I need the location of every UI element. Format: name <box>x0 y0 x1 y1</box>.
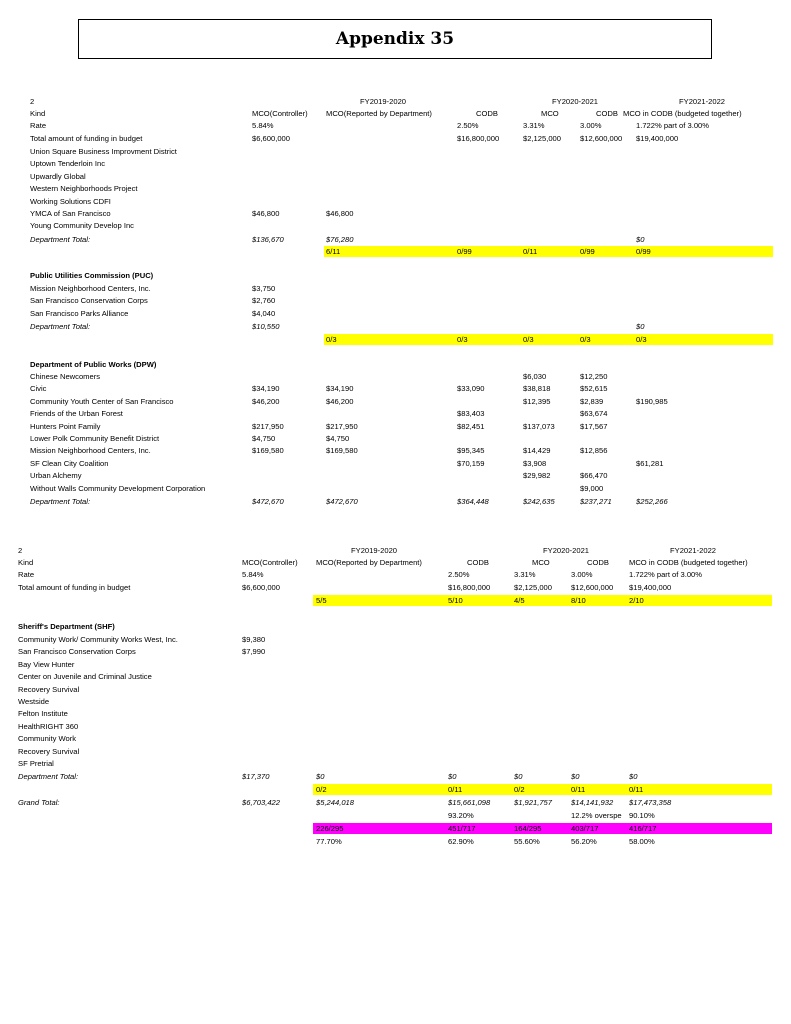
dpw-row-mco2: $6,030 <box>523 372 547 381</box>
grand-ratio-reported: 226/295 <box>316 824 344 833</box>
dpw-row-codb2: $17,567 <box>580 421 608 431</box>
dpw-row-rep: $169,580 <box>326 446 358 456</box>
puc-row-mco: $4,040 <box>252 308 276 318</box>
dpw-row-mco2: $14,429 <box>523 446 551 456</box>
grand-final-mco-2021: 55.60% <box>514 837 540 846</box>
rate-mco: 5.84% <box>252 121 274 130</box>
grand-pct-2122: 90.10% <box>629 811 655 820</box>
dpw-total-mco: $472,670 <box>252 497 284 506</box>
dpw-row-codb2: $63,674 <box>580 409 608 419</box>
mco-in-codb-header: MCO in CODB (budgeted together) <box>629 558 748 567</box>
puc-row-name: San Francisco Parks Alliance <box>30 308 129 318</box>
highlight-bar <box>324 334 773 345</box>
grand-total-label: Grand Total: <box>18 798 60 807</box>
department-total-reported: $76,280 <box>326 235 354 244</box>
puc-total-mco: $10,550 <box>252 322 280 331</box>
shf-total-mco: $17,370 <box>242 772 270 781</box>
grand-total-rep: $5,244,018 <box>316 798 355 807</box>
dpw-row-codb: $95,345 <box>457 446 485 456</box>
shf-row-name: Community Work <box>18 734 77 744</box>
grand-ratio-codb: 451/717 <box>448 824 476 833</box>
mco-in-codb-header: MCO in CODB (budgeted together) <box>623 109 742 118</box>
ratio-mco-2021: 0/11 <box>523 247 538 256</box>
shf-row-name: Community Work/ Community Works West, Inc. <box>18 635 178 644</box>
dpw-row-rep: $46,200 <box>326 396 354 406</box>
shf-row-name: Westside <box>18 697 50 706</box>
shf-row-mco: $9,380 <box>242 635 266 644</box>
dpw-row-codb: $33,090 <box>457 384 485 394</box>
department-total-2122: $0 <box>636 235 645 244</box>
ratio-2122: 2/10 <box>629 596 644 605</box>
grand-final-reported: 77.70% <box>316 837 342 846</box>
shf-row-name: HealthRIGHT 360 <box>18 721 79 731</box>
dpw-row-codb2: $66,470 <box>580 471 608 481</box>
org-row-label: Union Square Business Improvment District <box>30 147 177 156</box>
grand-ratio-codb-2021: 403/717 <box>571 824 599 833</box>
org-row-label: Upwardly Global <box>30 171 86 181</box>
puc-row-name: Mission Neighborhood Centers, Inc. <box>30 284 151 293</box>
dpw-row-codb: $83,403 <box>457 409 485 419</box>
puc-ratio-2122: 0/3 <box>636 335 647 344</box>
dpw-row-name: Mission Neighborhood Centers, Inc. <box>30 446 151 456</box>
mco-reported-header: MCO(Reported by Department) <box>316 558 422 567</box>
dpw-total-rep: $472,670 <box>326 497 358 506</box>
funding-mco: $6,600,000 <box>242 583 281 592</box>
dpw-total-codb2: $237,271 <box>580 497 612 506</box>
row-number-label: 2 <box>30 97 35 106</box>
funding-mco: $6,600,000 <box>252 134 291 143</box>
ymca-reported-value: $46,800 <box>326 209 354 218</box>
highlight-bar <box>313 595 772 606</box>
dpw-row-rep: $34,190 <box>326 384 354 394</box>
dpw-total-codb: $364,448 <box>457 497 489 506</box>
shf-row-name: SF Pretrial <box>18 759 54 768</box>
dpw-row-name: Urban Alchemy <box>30 471 82 481</box>
dpw-row-name: Civic <box>30 384 47 394</box>
dpw-row-codb: $82,451 <box>457 421 485 431</box>
dpw-row-mco2: $3,908 <box>523 458 547 468</box>
fy2021-2022-header: FY2021-2022 <box>670 546 717 555</box>
shf-row-name: San Francisco Conservation Corps <box>18 647 136 657</box>
ratio-codb-2021: 8/10 <box>571 596 586 605</box>
dpw-total-label: Department Total: <box>30 497 91 506</box>
ratio-codb-2021: 0/99 <box>580 247 595 256</box>
funding-2122: $19,400,000 <box>629 583 672 592</box>
highlight-bar <box>324 246 773 257</box>
dpw-row-codb2: $12,250 <box>580 372 608 381</box>
shf-ratio-2122: 0/11 <box>629 785 644 794</box>
shf-row-mco: $7,990 <box>242 647 266 657</box>
kind-label: Kind <box>30 109 46 118</box>
shf-row-name: Felton Institute <box>18 709 68 719</box>
dpw-row-name: Lower Polk Community Benefit District <box>30 434 160 443</box>
kind-label: Kind <box>18 558 34 567</box>
page-title: Appendix 35 <box>335 29 455 49</box>
mco-reported-header: MCO(Reported by Department) <box>326 109 432 118</box>
grand-total-mco2: $1,921,757 <box>514 798 553 807</box>
shf-ratio-codb: 0/11 <box>448 785 463 794</box>
grand-pct-codb-2021: 12.2% overspe <box>571 811 622 820</box>
shf-row-name: Recovery Survival <box>18 746 80 756</box>
fy2019-2020-header: FY2019-2020 <box>360 97 407 106</box>
dpw-row-rep: $217,950 <box>326 421 358 431</box>
funding-mco-2021: $2,125,000 <box>514 583 553 592</box>
grand-pct-codb: 93.20% <box>448 811 474 820</box>
ratio-mco-2021: 4/5 <box>514 596 525 605</box>
shf-ratio-reported: 0/2 <box>316 785 327 794</box>
rate-2122: 1.722% part of 3.00% <box>629 570 703 579</box>
codb-2021-header: CODB <box>596 109 618 118</box>
ratio-codb: 0/99 <box>457 247 472 256</box>
appendix-title-box <box>78 19 712 59</box>
fy2020-2021-header: FY2020-2021 <box>552 97 599 106</box>
department-total-mco: $136,670 <box>252 235 284 244</box>
grand-total-codb: $15,661,098 <box>448 798 491 807</box>
dpw-row-mco: $169,580 <box>252 446 284 456</box>
puc-total-2122: $0 <box>636 322 645 331</box>
grand-ratio-highlight <box>313 823 772 834</box>
shf-total-c2122: $0 <box>629 772 638 781</box>
funding-codb: $16,800,000 <box>457 134 500 143</box>
dpw-row-mco2: $137,073 <box>523 421 555 431</box>
puc-ratio-codb: 0/3 <box>457 335 468 344</box>
ratio-2122: 0/99 <box>636 247 651 256</box>
rate-2122: 1.722% part of 3.00% <box>636 121 710 130</box>
org-row-label: Young Community Develop Inc <box>30 221 134 231</box>
rate-mco-2021: 3.31% <box>523 121 545 130</box>
ymca-mco-value: $46,800 <box>252 209 280 218</box>
dpw-row-mco: $34,190 <box>252 384 280 394</box>
dpw-row-name: SF Clean City Coalition <box>30 458 109 468</box>
dpw-row-codb2: $52,615 <box>580 384 608 394</box>
fy2020-2021-header: FY2020-2021 <box>543 546 590 555</box>
grand-ratio-mco-2021: 164/295 <box>514 824 542 833</box>
dpw-row-mco2: $12,395 <box>523 396 551 406</box>
shf-row-name: Recovery Survival <box>18 684 80 694</box>
shf-total-mco2: $0 <box>514 772 523 781</box>
highlight-bar <box>313 784 772 795</box>
dpw-row-name: Chinese Newcomers <box>30 372 101 381</box>
org-row-label: Uptown Tenderloin Inc <box>30 159 105 169</box>
dpw-row-name: Friends of the Urban Forest <box>30 409 123 419</box>
shf-total-label: Department Total: <box>18 772 79 781</box>
dpw-row-codb2: $12,856 <box>580 446 608 456</box>
dpw-row-rep: $4,750 <box>326 434 350 443</box>
rate-codb-2021: 3.00% <box>571 570 593 579</box>
grand-ratio-2122: 416/717 <box>629 824 657 833</box>
mco-controller-header: MCO(Controller) <box>252 109 308 118</box>
puc-row-mco: $3,750 <box>252 284 276 293</box>
grand-final-codb-2021: 56.20% <box>571 837 597 846</box>
ratio-reported: 5/5 <box>316 596 327 605</box>
puc-total-label: Department Total: <box>30 322 91 331</box>
dpw-row-name: Community Youth Center of San Francisco <box>30 396 174 406</box>
dpw-row-mco2: $29,982 <box>523 471 551 481</box>
rate-codb-2021: 3.00% <box>580 121 602 130</box>
puc-ratio-mco-2021: 0/3 <box>523 335 534 344</box>
funding-2122: $19,400,000 <box>636 134 679 143</box>
org-row-label: Working Solutions CDFI <box>30 196 111 206</box>
dpw-row-mco2: $38,818 <box>523 384 551 394</box>
dpw-heading: Department of Public Works (DPW) <box>30 360 157 369</box>
puc-row-mco: $2,760 <box>252 296 276 306</box>
codb-header: CODB <box>467 558 489 567</box>
puc-row-name: San Francisco Conservation Corps <box>30 296 148 306</box>
shf-ratio-codb-2021: 0/11 <box>571 785 586 794</box>
shf-total-codb: $0 <box>448 772 457 781</box>
mco-controller-header: MCO(Controller) <box>242 558 298 567</box>
department-total-label: Department Total: <box>30 235 91 244</box>
shf-row-name: Center on Juvenile and Criminal Justice <box>18 672 152 682</box>
mco-2021-header: MCO <box>541 109 559 118</box>
rate-label: Rate <box>30 121 47 130</box>
shf-heading: Sheriff's Department (SHF) <box>18 622 115 631</box>
dpw-row-mco: $46,200 <box>252 396 280 406</box>
fy2021-2022-header: FY2021-2022 <box>679 97 726 106</box>
dpw-total-c2122: $252,266 <box>636 497 668 506</box>
dpw-row-name: Without Walls Community Development Corporation <box>30 483 206 493</box>
rate-codb: 2.50% <box>457 121 479 130</box>
shf-row-name: Bay View Hunter <box>18 659 75 669</box>
row-number-label: 2 <box>18 546 23 555</box>
dpw-row-c2122: $190,985 <box>636 396 668 406</box>
shf-ratio-mco-2021: 0/2 <box>514 785 525 794</box>
shf-total-codb2: $0 <box>571 772 580 781</box>
puc-ratio-reported: 0/3 <box>326 335 337 344</box>
puc-ratio-codb-2021: 0/3 <box>580 335 591 344</box>
ratio-reported: 6/11 <box>326 247 341 256</box>
grand-total-codb2: $14,141,932 <box>571 798 614 807</box>
dpw-row-c2122: $61,281 <box>636 458 664 468</box>
codb-header: CODB <box>476 109 498 118</box>
ratio-codb: 5/10 <box>448 596 463 605</box>
rate-mco-2021: 3.31% <box>514 570 536 579</box>
rate-mco: 5.84% <box>242 570 264 579</box>
rate-codb: 2.50% <box>448 570 470 579</box>
dpw-row-codb2: $9,000 <box>580 483 604 493</box>
funding-mco-2021: $2,125,000 <box>523 134 562 143</box>
puc-heading: Public Utilities Commission (PUC) <box>30 271 154 280</box>
grand-final-codb: 62.90% <box>448 837 474 846</box>
rate-label: Rate <box>18 570 35 579</box>
dpw-row-name: Hunters Point Family <box>30 421 101 431</box>
grand-total-c2122: $17,473,358 <box>629 798 672 807</box>
funding-codb-2021: $12,600,000 <box>571 583 614 592</box>
grand-final-2122: 58.00% <box>629 837 655 846</box>
dpw-row-mco: $217,950 <box>252 421 284 431</box>
dpw-row-mco: $4,750 <box>252 434 276 443</box>
funding-codb: $16,800,000 <box>448 583 491 592</box>
fy2019-2020-header: FY2019-2020 <box>351 546 398 555</box>
org-row-label: Western Neighborhoods Project <box>30 184 138 194</box>
org-row-label: YMCA of San Francisco <box>30 209 111 218</box>
mco-2021-header: MCO <box>532 558 550 567</box>
funding-codb-2021: $12,600,000 <box>580 134 623 143</box>
dpw-row-codb: $70,159 <box>457 458 485 468</box>
dpw-total-mco2: $242,635 <box>523 497 555 506</box>
total-funding-label: Total amount of funding in budget <box>30 134 143 143</box>
grand-total-mco: $6,703,422 <box>242 798 281 807</box>
codb-2021-header: CODB <box>587 558 609 567</box>
shf-total-rep: $0 <box>316 772 325 781</box>
total-funding-label: Total amount of funding in budget <box>18 583 131 592</box>
dpw-row-codb2: $2,839 <box>580 396 604 406</box>
